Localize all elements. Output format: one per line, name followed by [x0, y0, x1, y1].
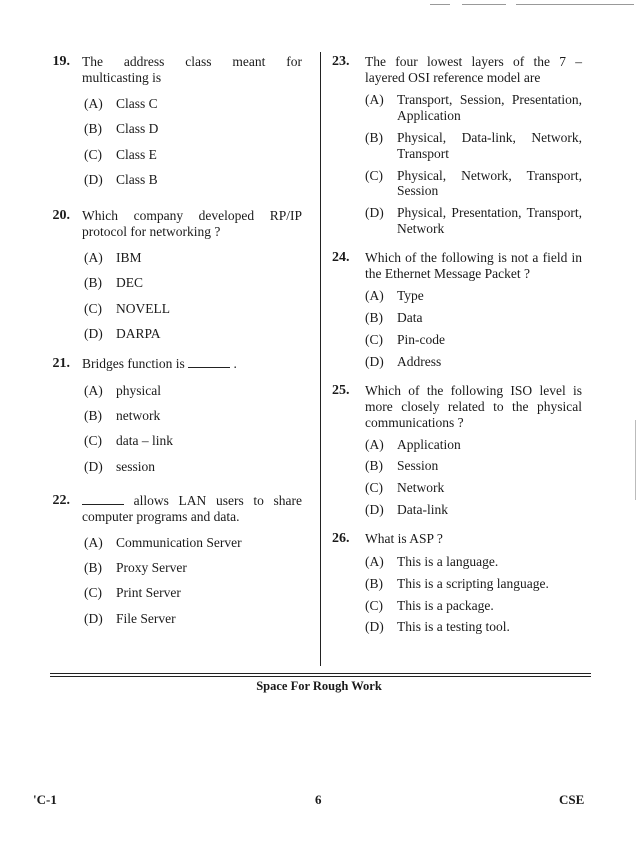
answer-option — [365, 598, 582, 614]
question-item — [36, 356, 302, 475]
question-text: What is ASP ? — [365, 531, 443, 547]
option-label: (A) — [365, 553, 384, 569]
right-column — [332, 54, 582, 648]
option-text: Transport, Session, Presentation, Application — [397, 91, 582, 123]
option-text: Print Server — [116, 585, 181, 601]
option-text: Session — [397, 458, 439, 474]
answer-option — [365, 619, 582, 635]
answer-option — [84, 301, 302, 317]
answer-option — [84, 408, 302, 424]
option-text: This is a language. — [397, 553, 499, 569]
question-header — [36, 356, 302, 373]
option-text: Data-link — [397, 502, 448, 518]
option-list — [36, 96, 302, 188]
option-label: (B) — [365, 575, 383, 591]
option-text: Physical, Presentation, Transport, Network — [397, 205, 582, 237]
top-scan-mark — [516, 4, 634, 5]
option-text: File Server — [116, 610, 176, 626]
answer-option — [365, 458, 582, 474]
question-header — [332, 383, 582, 431]
option-text: Physical, Network, Transport, Session — [397, 167, 582, 199]
option-label: (B) — [365, 129, 383, 145]
question-text-before: Bridges function is — [82, 356, 185, 372]
option-label: (B) — [84, 275, 102, 291]
question-number: 24. — [332, 250, 350, 266]
option-list — [36, 535, 302, 627]
option-label: (D) — [365, 619, 384, 635]
option-label: (A) — [84, 95, 103, 111]
question-item — [332, 54, 582, 237]
answer-option — [84, 96, 302, 112]
option-label: (C) — [365, 167, 383, 183]
question-number: 19. — [52, 54, 70, 69]
option-label: (D) — [84, 172, 103, 188]
option-text: IBM — [116, 249, 142, 265]
answer-option — [365, 168, 582, 200]
answer-option — [84, 172, 302, 188]
option-label: (C) — [84, 300, 102, 316]
option-label: (C) — [84, 433, 102, 449]
answer-option — [365, 437, 582, 453]
option-text: physical — [116, 382, 161, 398]
question-header — [36, 208, 302, 240]
paper-code: 'C-1 — [33, 792, 57, 807]
option-label: (D) — [84, 326, 103, 342]
question-header — [36, 493, 302, 525]
option-label: (A) — [365, 436, 384, 452]
option-label: (D) — [365, 353, 384, 369]
option-label: (A) — [365, 91, 384, 107]
answer-option — [84, 535, 302, 551]
option-text: NOVELL — [116, 300, 170, 316]
horizontal-rule — [50, 676, 591, 677]
answer-option — [84, 459, 302, 475]
option-text: network — [116, 408, 161, 423]
answer-option — [84, 433, 302, 449]
question-header — [332, 54, 582, 86]
answer-option — [365, 576, 582, 592]
option-label: (D) — [84, 458, 103, 474]
answer-option — [84, 250, 302, 266]
option-text: Network — [397, 480, 445, 496]
top-scan-mark — [430, 4, 450, 5]
answer-option — [84, 121, 302, 137]
subject-code: CSE — [559, 792, 585, 807]
option-text: Class C — [116, 95, 158, 111]
option-list — [332, 92, 582, 237]
answer-option — [84, 560, 302, 576]
answer-option — [84, 275, 302, 291]
answer-option — [365, 130, 582, 162]
option-label: (D) — [84, 610, 103, 626]
rough-work-label: Space For Rough Work — [256, 679, 382, 693]
option-text: Proxy Server — [116, 560, 187, 576]
top-scan-mark — [462, 4, 506, 5]
answer-option — [365, 205, 582, 237]
question-item — [36, 54, 302, 188]
question-number: 20. — [52, 208, 70, 224]
option-text: This is a package. — [397, 597, 494, 613]
fill-in-blank — [188, 356, 230, 368]
option-text: DEC — [116, 275, 143, 291]
option-text: This is a testing tool. — [397, 619, 510, 635]
question-header — [332, 250, 582, 282]
option-list — [332, 554, 582, 636]
option-text: Class E — [116, 146, 157, 162]
option-label: (C) — [365, 331, 383, 347]
question-text: Which company developed RP/IP protocol for networking ? — [82, 208, 302, 239]
option-label: (B) — [365, 458, 383, 474]
question-text-after: . — [233, 356, 237, 372]
answer-option — [365, 480, 582, 496]
answer-option — [84, 326, 302, 342]
page-number: 6 — [315, 792, 322, 807]
option-label: (A) — [84, 534, 103, 550]
option-list — [332, 288, 582, 370]
question-text: The four lowest layers of the 7 – layered OSI reference model are — [365, 54, 582, 85]
question-number: 25. — [332, 382, 350, 398]
option-text: Application — [397, 436, 461, 452]
option-text: Class B — [116, 172, 158, 188]
question-number: 21. — [52, 356, 70, 372]
question-number: 23. — [332, 54, 350, 69]
column-divider — [320, 52, 321, 666]
left-column — [36, 54, 302, 640]
option-text: Pin-code — [397, 331, 445, 347]
option-text: Communication Server — [116, 534, 242, 550]
option-label: (C) — [365, 480, 383, 496]
answer-option — [84, 383, 302, 399]
answer-option — [365, 288, 582, 304]
answer-option — [365, 354, 582, 370]
question-header — [332, 531, 582, 548]
question-header — [36, 54, 302, 86]
option-label: (C) — [84, 585, 102, 601]
question-text — [82, 356, 302, 372]
option-label: (A) — [84, 382, 103, 398]
option-text: Type — [397, 288, 424, 304]
horizontal-rule — [50, 673, 591, 674]
answer-option — [84, 611, 302, 627]
question-item — [332, 250, 582, 370]
answer-option — [365, 92, 582, 124]
question-text — [82, 493, 302, 525]
question-text: Which of the following ISO level is more closely related to the physical communications ? — [365, 382, 582, 430]
question-item — [332, 383, 582, 518]
edge-scan-mark — [635, 420, 636, 500]
option-text: Class D — [116, 121, 159, 137]
option-text: Address — [397, 353, 442, 369]
option-text: data – link — [116, 433, 173, 449]
question-text: The address class meant for multicasting is — [82, 54, 302, 85]
option-text: Data — [397, 309, 423, 325]
question-item — [332, 531, 582, 635]
option-label: (B) — [365, 309, 383, 325]
answer-option — [84, 147, 302, 163]
answer-option — [365, 310, 582, 326]
answer-option — [84, 585, 302, 601]
option-list — [36, 383, 302, 475]
question-text: Which of the following is not a field in the Ethernet Message Packet ? — [365, 250, 582, 282]
question-number: 22. — [52, 492, 70, 508]
option-label: (D) — [365, 502, 384, 518]
question-number: 26. — [332, 531, 350, 547]
option-label: (A) — [84, 249, 103, 265]
option-label: (D) — [365, 205, 384, 221]
question-text-after: allows LAN users to share computer programs and data. — [82, 492, 302, 524]
option-label: (C) — [84, 146, 102, 162]
option-list — [332, 437, 582, 519]
fill-in-blank — [82, 493, 124, 505]
option-label: (C) — [365, 597, 383, 613]
option-label: (A) — [365, 288, 384, 304]
option-label: (B) — [84, 408, 102, 423]
option-text: session — [116, 458, 156, 474]
answer-option — [365, 554, 582, 570]
option-label: (B) — [84, 560, 102, 576]
option-list — [36, 250, 302, 342]
answer-option — [365, 332, 582, 348]
question-item — [36, 493, 302, 627]
option-text: Physical, Data-link, Network, Transport — [397, 129, 582, 161]
option-text: DARPA — [116, 326, 161, 342]
answer-option — [365, 502, 582, 518]
option-text: This is a scripting language. — [397, 575, 549, 591]
question-item — [36, 208, 302, 342]
option-label: (B) — [84, 121, 102, 137]
